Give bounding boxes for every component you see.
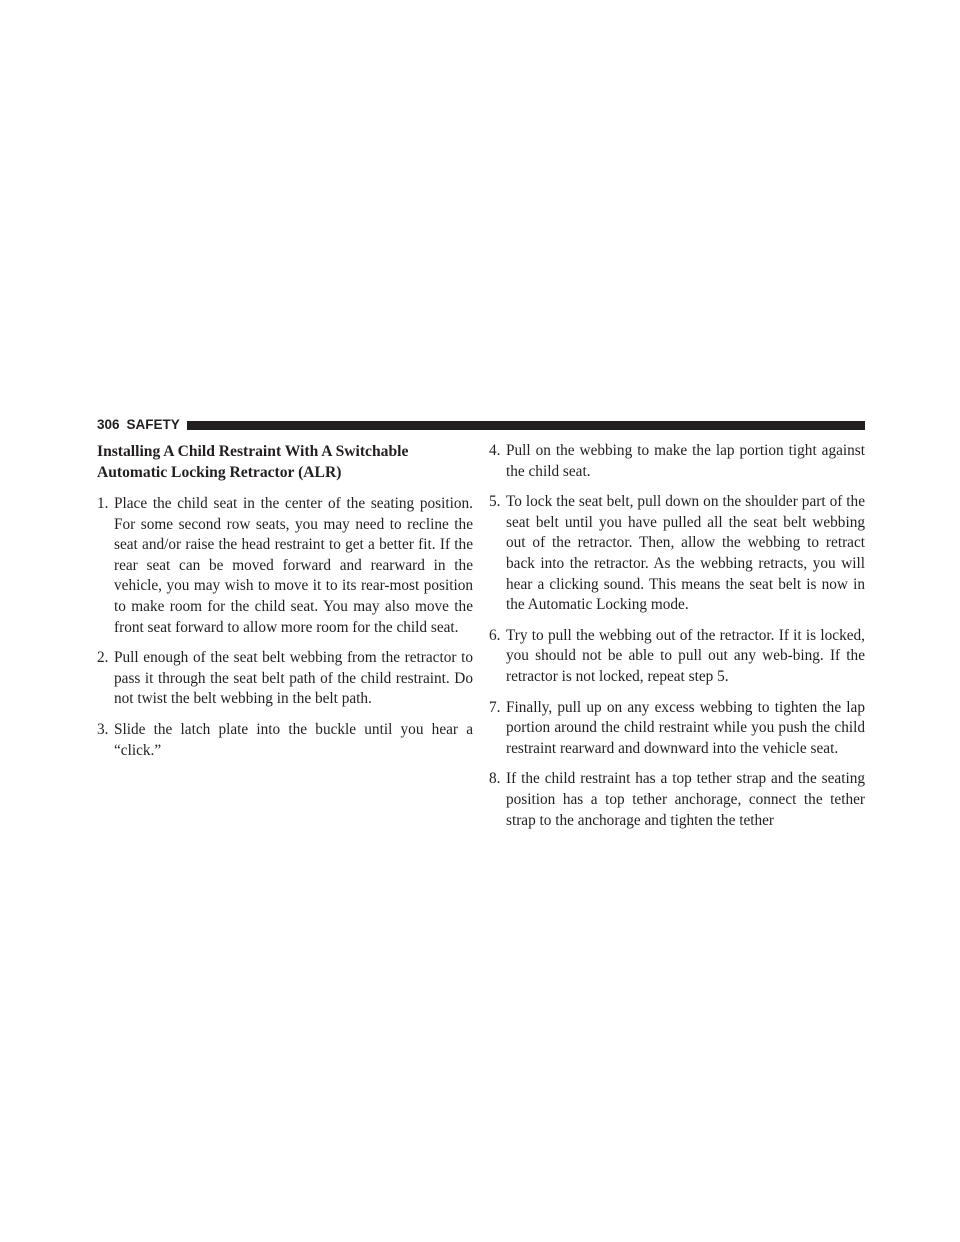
step-text: To lock the seat belt, pull down on the shoulder part of the seat belt until you have pulled all the seat belt webbing out of the retractor. Then, allow the webbing to retract back into the retractor. As the webbing retracts, you will hear a clicking sound. This means the seat belt is now in the Automatic Locking mode. — [506, 493, 865, 614]
step-number: 7. — [489, 698, 501, 716]
step-text: Pull on the webbing to make the lap portion tight against the child seat. — [506, 442, 865, 480]
section-heading — [97, 441, 473, 483]
step-number: 1. — [97, 495, 109, 512]
step-7 — [489, 698, 865, 760]
step-number: 4. — [489, 442, 501, 459]
step-number: 5. — [489, 493, 501, 511]
section-heading-line-1: Installing A Child Restraint With A Switchable — [97, 443, 409, 460]
step-2 — [97, 648, 473, 710]
step-text: Pull enough of the seat belt webbing from the retractor to pass it through the seat belt path of the child restraint. Do not twist the belt webbing in the belt path. — [114, 649, 473, 708]
header-rule — [187, 421, 865, 430]
step-text: Place the child seat in the center of the seating position. For some second row seats, you may need to recline the seat and/or raise the head restraint to get a better fit. If the rear seat can be moved forward and rearward in the vehicle, you may wish to move it to its rear-most position to make room for the child seat. You may also move the front seat forward to allow more room for the child seat. — [114, 495, 473, 636]
step-3 — [97, 720, 473, 761]
step-6 — [489, 626, 865, 688]
section-heading-line-2: Automatic Locking Retractor (ALR) — [97, 464, 342, 481]
step-text: Finally, pull up on any excess webbing to tighten the lap portion around the child restraint while you push the child restraint rearward and downward into the vehicle seat. — [506, 698, 865, 757]
step-text: If the child restraint has a top tether strap and the seating position has a top tether anchorage, connect the tether strap to the anchorage and tighten the tether — [506, 770, 865, 829]
page-header — [97, 418, 865, 432]
step-text: Try to pull the webbing out of the retractor. If it is locked, you should not be able to pull out any web-bing. If the retractor is not locked, repeat step 5. — [506, 626, 865, 685]
step-number: 8. — [489, 770, 501, 788]
page-number: 306 — [97, 417, 120, 432]
step-5 — [489, 492, 865, 616]
step-4 — [489, 441, 865, 482]
step-8 — [489, 769, 865, 831]
step-1 — [97, 494, 473, 638]
step-text: Slide the latch plate into the buckle until you hear a “click.” — [114, 720, 473, 759]
step-number: 3. — [97, 720, 109, 738]
step-number: 2. — [97, 649, 109, 667]
section-name: SAFETY — [126, 417, 180, 432]
left-column — [97, 441, 473, 771]
step-number: 6. — [489, 626, 501, 644]
right-column — [489, 441, 865, 841]
